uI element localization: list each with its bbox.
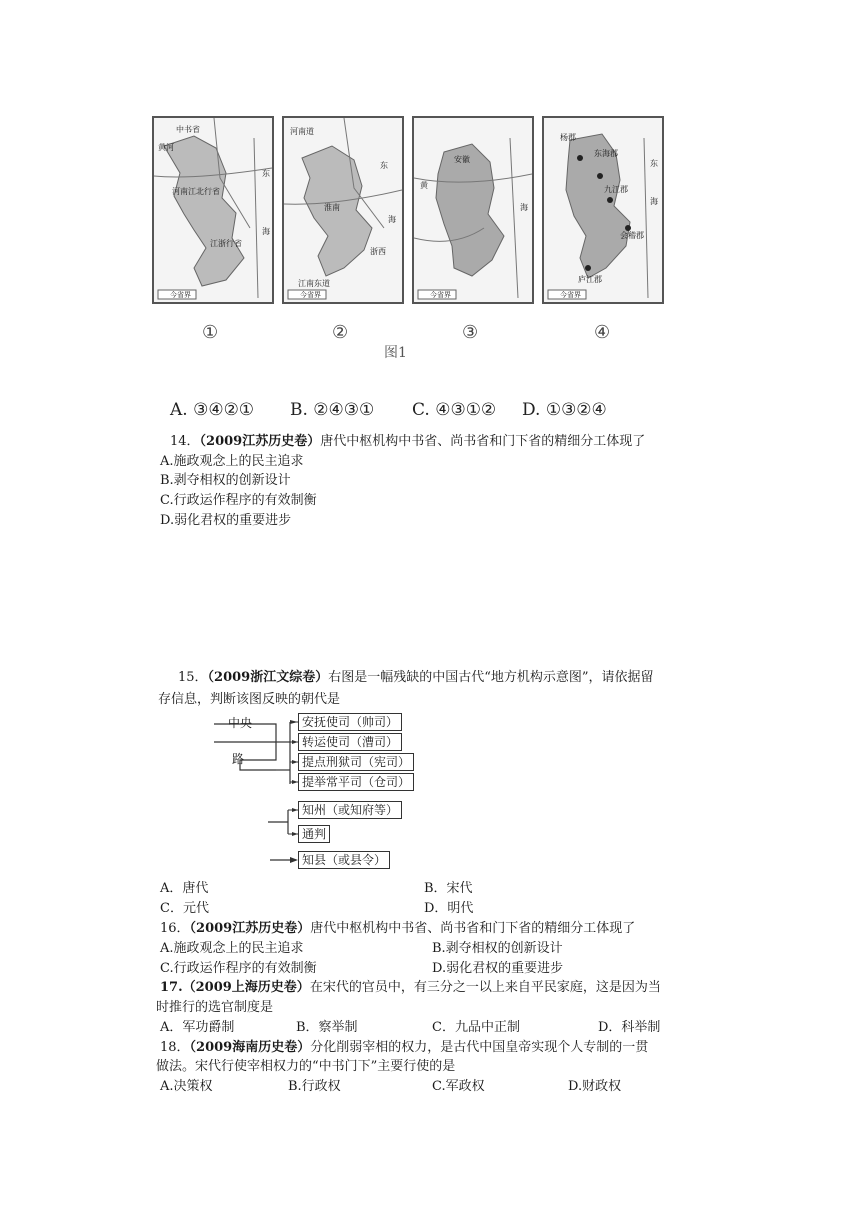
q15-county-office: 知县（或县令） [298,851,390,869]
q15-diagram-lu: 路 [232,752,245,766]
q16-option-b: B.剥夺相权的创新设计 [432,941,563,956]
map-3-number: ③ [462,322,479,343]
map-1-label-4: 东 [262,169,270,178]
figure-option-a: A. ③④②① [170,400,255,420]
map-4-label-2: 九江郡 [604,185,628,194]
q15-diagram [210,712,410,872]
map-2 [282,116,404,304]
q16-source: （2009江苏历史卷） [189,921,311,936]
q17-stem-line-1 [160,979,661,997]
figure-option-d: D. ①③②④ [522,400,607,420]
q14-option-b: B.剥夺相权的创新设计 [160,473,291,488]
q16-option-c: C.行政运作程序的有效制衡 [160,961,317,976]
map-2-number: ② [332,322,349,343]
map-4-label-0: 杨郡 [560,133,576,142]
q15-zhou-office-2: 通判 [298,825,330,843]
figure-option-b: B. ②④③① [290,400,375,420]
q15-number: 15． [178,670,208,685]
q15-stem-1: 右图是一幅残缺的中国古代“地方机构示意图”，请依据留 [328,670,654,685]
map-1-label-5: 海 [262,227,270,236]
map-3-label-2: 海 [520,203,528,212]
q15-stem-line-2: 存信息，判断该图反映的朝代是 [158,692,341,707]
map-3 [412,116,534,304]
map-3-label-3: 今省界 [430,291,451,299]
q15-option-c: C．元代 [160,901,209,916]
figure-caption: 图1 [384,345,407,361]
map-2-label-6: 今省界 [300,291,321,299]
map-4-graphic [544,118,662,302]
q15-lu-office-3: 提点刑狱司（宪司） [298,753,414,771]
map-4-label-3: 会稽郡 [620,231,644,240]
map-2-label-0: 河南道 [290,127,314,136]
q15-lu-office-4: 提举常平司（仓司） [298,773,414,791]
q18-option-c: C.军政权 [432,1079,485,1094]
map-1-label-6: 今省界 [170,291,191,299]
map-3-label-1: 黄 [420,181,428,190]
q18-option-d: D.财政权 [568,1079,622,1094]
q15-option-d: D．明代 [424,901,474,916]
map-1-label-0: 中书省 [176,125,200,134]
q17-stem-line-2: 时推行的选官制度是 [156,1000,274,1015]
q15-option-b: B．宋代 [424,881,473,896]
q15-stem-line-1 [178,669,654,687]
map-2-label-2: 东 [380,161,388,170]
map-2-label-1: 淮南 [324,203,340,212]
map-2-graphic [284,118,402,302]
map-4-label-1: 东海郡 [594,149,618,158]
q18-stem-1: 分化削弱宰相的权力，是古代中国皇帝实现个人专制的一贯 [310,1040,649,1055]
q16-stem-line [160,920,635,938]
map-4-label-6: 海 [650,197,658,206]
q18-option-a: A.决策权 [160,1079,213,1094]
map-1-label-3: 江浙行省 [210,239,242,248]
q17-option-d: D．科举制 [598,1020,661,1035]
map-4-label-7: 今省界 [560,291,581,299]
q17-number: 17. [160,980,183,995]
map-4-label-4: 庐江郡 [578,275,602,284]
q18-number: 18． [160,1040,190,1055]
figure-option-c: C. ④③①② [412,400,497,420]
q15-lu-office-2: 转运使司（漕司） [298,733,402,751]
q14-option-c: C.行政运作程序的有效制衡 [160,493,317,508]
map-4 [542,116,664,304]
q14-option-a: A.施政观念上的民主追求 [160,454,304,469]
map-1-label-1: 黄河 [158,143,174,152]
q14-option-d: D.弱化君权的重要进步 [160,513,292,528]
q17-option-a: A．军功爵制 [160,1020,235,1035]
q17-stem-1: 在宋代的官员中，有三分之一以上来自平民家庭，这是因为当 [309,980,661,995]
map-2-label-5: 江南东道 [298,279,330,288]
q14-source: （2009江苏历史卷） [199,434,321,449]
q15-diagram-center: 中央 [228,716,253,730]
map-3-graphic [414,118,532,302]
q14-stem-line [170,433,645,451]
map-2-label-4: 浙西 [370,247,386,256]
q14-number: 14． [170,434,200,449]
q18-stem-line-1 [160,1039,648,1057]
q15-option-a: A．唐代 [160,881,209,896]
q14-stem: 唐代中枢机构中书省、尚书省和门下省的精细分工体现了 [320,434,646,449]
q16-number: 16． [160,921,190,936]
map-2-label-3: 海 [388,215,396,224]
map-4-label-5: 东 [650,159,658,168]
map-3-label-0: 安徽 [454,155,470,164]
q16-stem: 唐代中枢机构中书省、尚书省和门下省的精细分工体现了 [310,921,636,936]
q17-source: （2009上海历史卷） [182,980,310,995]
q18-option-b: B.行政权 [288,1079,341,1094]
q16-option-d: D.弱化君权的重要进步 [432,961,564,976]
map-1-number: ① [202,322,219,343]
q18-stem-line-2: 做法。宋代行使宰相权力的“中书门下”主要行使的是 [156,1059,456,1074]
q15-lu-office-1: 安抚使司（帅司） [298,713,402,731]
q17-option-b: B．察举制 [296,1020,358,1035]
map-1-label-2: 河南江北行省 [172,187,220,196]
map-4-number: ④ [594,322,611,343]
q15-source: （2009浙江文综卷） [207,670,329,685]
q16-option-a: A.施政观念上的民主追求 [160,941,304,956]
map-1 [152,116,274,304]
q15-zhou-office-1: 知州（或知府等） [298,801,402,819]
q17-option-c: C．九品中正制 [432,1020,520,1035]
q18-source: （2009海南历史卷） [189,1040,311,1055]
